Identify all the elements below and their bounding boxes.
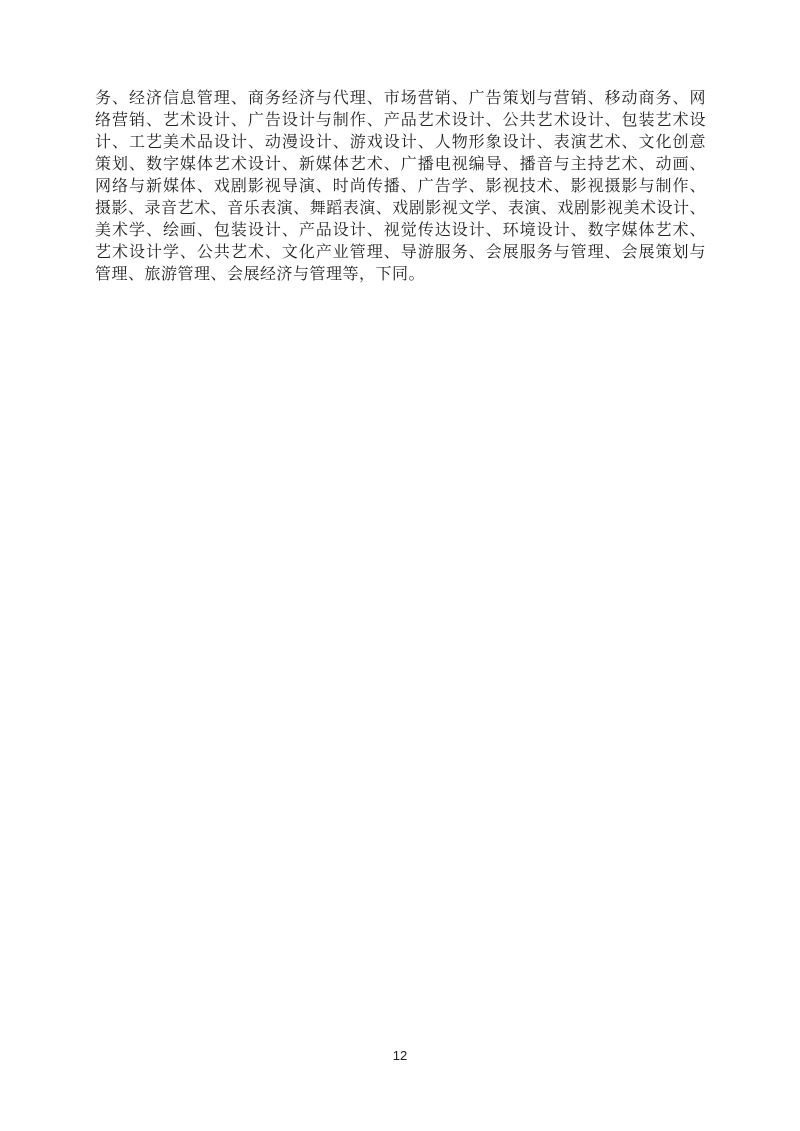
- paragraph-line: 美术学、绘画、包装设计、产品设计、视觉传达设计、环境设计、数字媒体艺术、: [95, 222, 706, 239]
- paragraph-line: 摄影、录音艺术、音乐表演、舞蹈表演、戏剧影视文学、表演、戏剧影视美术设计、: [95, 200, 706, 217]
- paragraph-line: 计、工艺美术品设计、动漫设计、游戏设计、人物形象设计、表演艺术、文化创意: [95, 134, 706, 151]
- body-paragraph: [95, 88, 706, 286]
- paragraph-line: 务、经济信息管理、商务经济与代理、市场营销、广告策划与营销、移动商务、网: [95, 90, 706, 107]
- paragraph-line-last: 管理、旅游管理、会展经济与管理等，下同。: [95, 266, 426, 283]
- paragraph-line: 网络与新媒体、戏剧影视导演、时尚传播、广告学、影视技术、影视摄影与制作、: [95, 178, 706, 195]
- page-number: 12: [392, 1048, 408, 1063]
- paragraph-line: 络营销、艺术设计、广告设计与制作、产品艺术设计、公共艺术设计、包装艺术设: [95, 112, 706, 129]
- paragraph-line: 艺术设计学、公共艺术、文化产业管理、导游服务、会展服务与管理、会展策划与: [95, 244, 706, 261]
- paragraph-line: 策划、数字媒体艺术设计、新媒体艺术、广播电视编导、播音与主持艺术、动画、: [95, 156, 706, 173]
